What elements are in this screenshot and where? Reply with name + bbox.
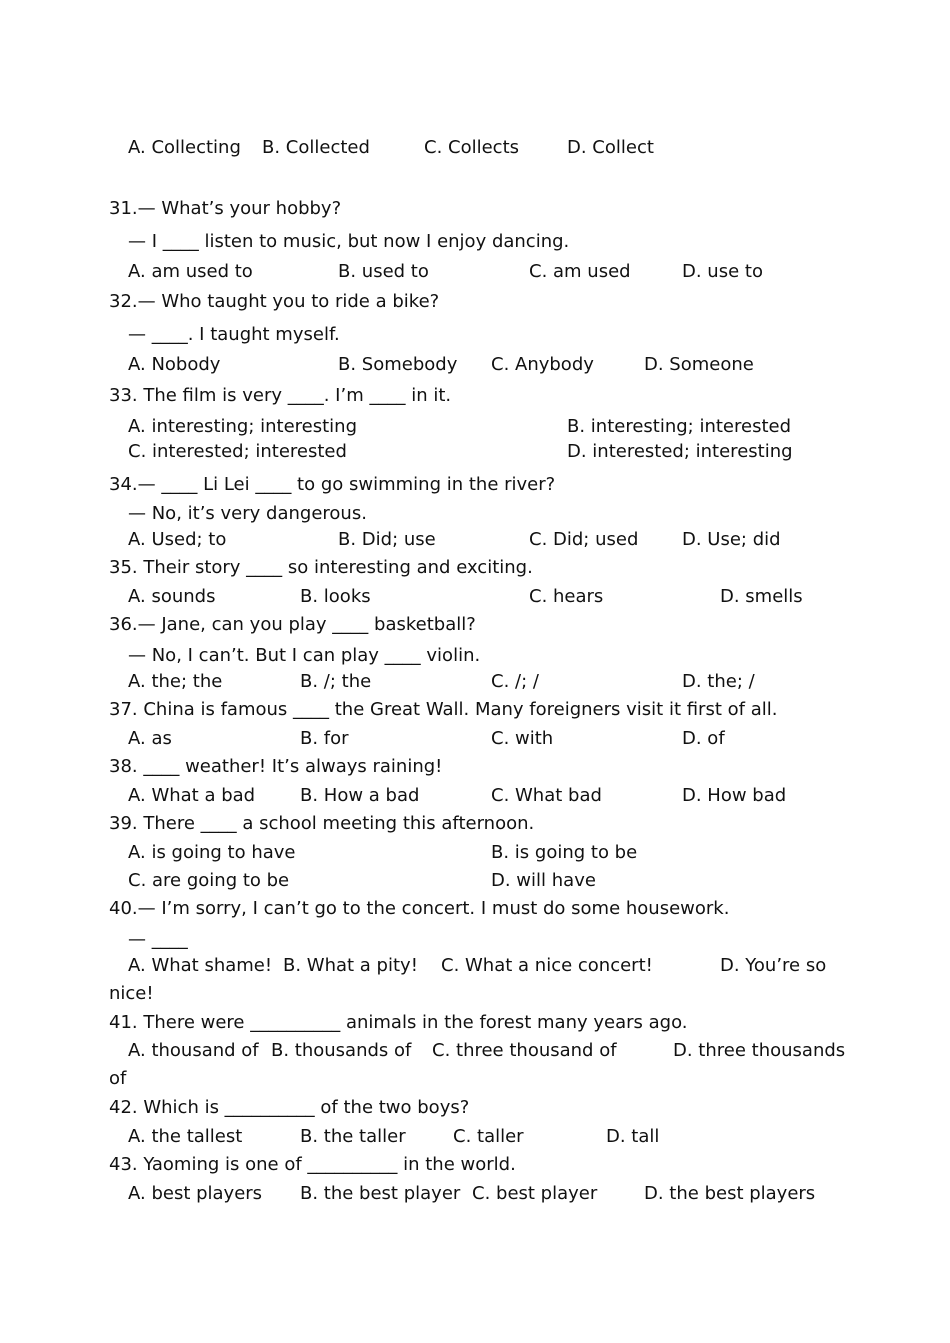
q35-option-c: C. hears: [529, 586, 604, 607]
q38-option-b: B. How a bad: [300, 785, 420, 806]
q37-option-b: B. for: [300, 728, 349, 749]
q41-option-d-wrap: of: [109, 1068, 127, 1089]
q32-stem: 32.— Who taught you to ride a bike?: [109, 291, 440, 312]
q33-option-c: C. interested; interested: [128, 441, 347, 462]
q34-response: — No, it’s very dangerous.: [128, 503, 367, 524]
q32-option-a: A. Nobody: [128, 354, 221, 375]
q40-response: — ____: [128, 929, 188, 950]
q40-option-a: A. What shame!: [128, 955, 273, 976]
q39-option-b: B. is going to be: [491, 842, 638, 863]
q35-option-d: D. smells: [720, 586, 803, 607]
q38-stem: 38. ____ weather! It’s always raining!: [109, 756, 443, 777]
q35-option-b: B. looks: [300, 586, 371, 607]
q40-option-b: B. What a pity!: [283, 955, 418, 976]
q30-option-a: A. Collecting: [128, 137, 241, 158]
q31-option-b: B. used to: [338, 261, 429, 282]
q39-option-a: A. is going to have: [128, 842, 296, 863]
q34-stem: 34.— ____ Li Lei ____ to go swimming in the river?: [109, 474, 556, 495]
q40-option-c: C. What a nice concert!: [441, 955, 653, 976]
q41-option-b: B. thousands of: [271, 1040, 412, 1061]
q43-stem: 43. Yaoming is one of __________ in the world.: [109, 1154, 516, 1175]
q34-option-c: C. Did; used: [529, 529, 639, 550]
q39-stem: 39. There ____ a school meeting this afternoon.: [109, 813, 535, 834]
q36-stem: 36.— Jane, can you play ____ basketball?: [109, 614, 476, 635]
q37-option-c: C. with: [491, 728, 554, 749]
q31-stem: 31.— What’s your hobby?: [109, 198, 342, 219]
q42-option-b: B. the taller: [300, 1126, 406, 1147]
q38-option-a: A. What a bad: [128, 785, 256, 806]
q33-stem: 33. The film is very ____. I’m ____ in it.: [109, 385, 452, 406]
q32-option-b: B. Somebody: [338, 354, 458, 375]
q34-option-d: D. Use; did: [682, 529, 781, 550]
q36-option-c: C. /; /: [491, 671, 539, 692]
q31-option-a: A. am used to: [128, 261, 253, 282]
q37-option-d: D. of: [682, 728, 725, 749]
q31-option-d: D. use to: [682, 261, 763, 282]
q42-option-d: D. tall: [606, 1126, 660, 1147]
q30-option-c: C. Collects: [424, 137, 520, 158]
q30-option-d: D. Collect: [567, 137, 654, 158]
q38-option-d: D. How bad: [682, 785, 787, 806]
q36-response: — No, I can’t. But I can play ____ violin.: [128, 645, 481, 666]
q43-option-a: A. best players: [128, 1183, 263, 1204]
q38-option-c: C. What bad: [491, 785, 602, 806]
q40-option-d: D. You’re so: [720, 955, 827, 976]
q39-option-c: C. are going to be: [128, 870, 290, 891]
q34-option-a: A. Used; to: [128, 529, 227, 550]
q33-option-b: B. interesting; interested: [567, 416, 792, 437]
q40-option-d-wrap: nice!: [109, 983, 154, 1004]
q41-stem: 41. There were __________ animals in the forest many years ago.: [109, 1012, 688, 1033]
q31-option-c: C. am used: [529, 261, 631, 282]
q32-response: — ____. I taught myself.: [128, 324, 340, 345]
q36-option-a: A. the; the: [128, 671, 223, 692]
q34-option-b: B. Did; use: [338, 529, 436, 550]
q36-option-d: D. the; /: [682, 671, 755, 692]
q43-option-c: C. best player: [472, 1183, 598, 1204]
q37-stem: 37. China is famous ____ the Great Wall. Many foreigners visit it first of all.: [109, 699, 778, 720]
q32-option-d: D. Someone: [644, 354, 754, 375]
q37-option-a: A. as: [128, 728, 172, 749]
q43-option-d: D. the best players: [644, 1183, 816, 1204]
q35-option-a: A. sounds: [128, 586, 216, 607]
q41-option-d: D. three thousands: [673, 1040, 846, 1061]
q42-option-a: A. the tallest: [128, 1126, 243, 1147]
q33-option-a: A. interesting; interesting: [128, 416, 358, 437]
q42-stem: 42. Which is __________ of the two boys?: [109, 1097, 470, 1118]
q41-option-a: A. thousand of: [128, 1040, 259, 1061]
q43-option-b: B. the best player: [300, 1183, 461, 1204]
q35-stem: 35. Their story ____ so interesting and exciting.: [109, 557, 533, 578]
q42-option-c: C. taller: [453, 1126, 524, 1147]
q32-option-c: C. Anybody: [491, 354, 594, 375]
q36-option-b: B. /; the: [300, 671, 372, 692]
q30-option-b: B. Collected: [262, 137, 370, 158]
q40-stem: 40.— I’m sorry, I can’t go to the concert. I must do some housework.: [109, 898, 730, 919]
q33-option-d: D. interested; interesting: [567, 441, 793, 462]
q41-option-c: C. three thousand of: [432, 1040, 617, 1061]
q31-response: — I ____ listen to music, but now I enjoy dancing.: [128, 231, 570, 252]
q39-option-d: D. will have: [491, 870, 596, 891]
